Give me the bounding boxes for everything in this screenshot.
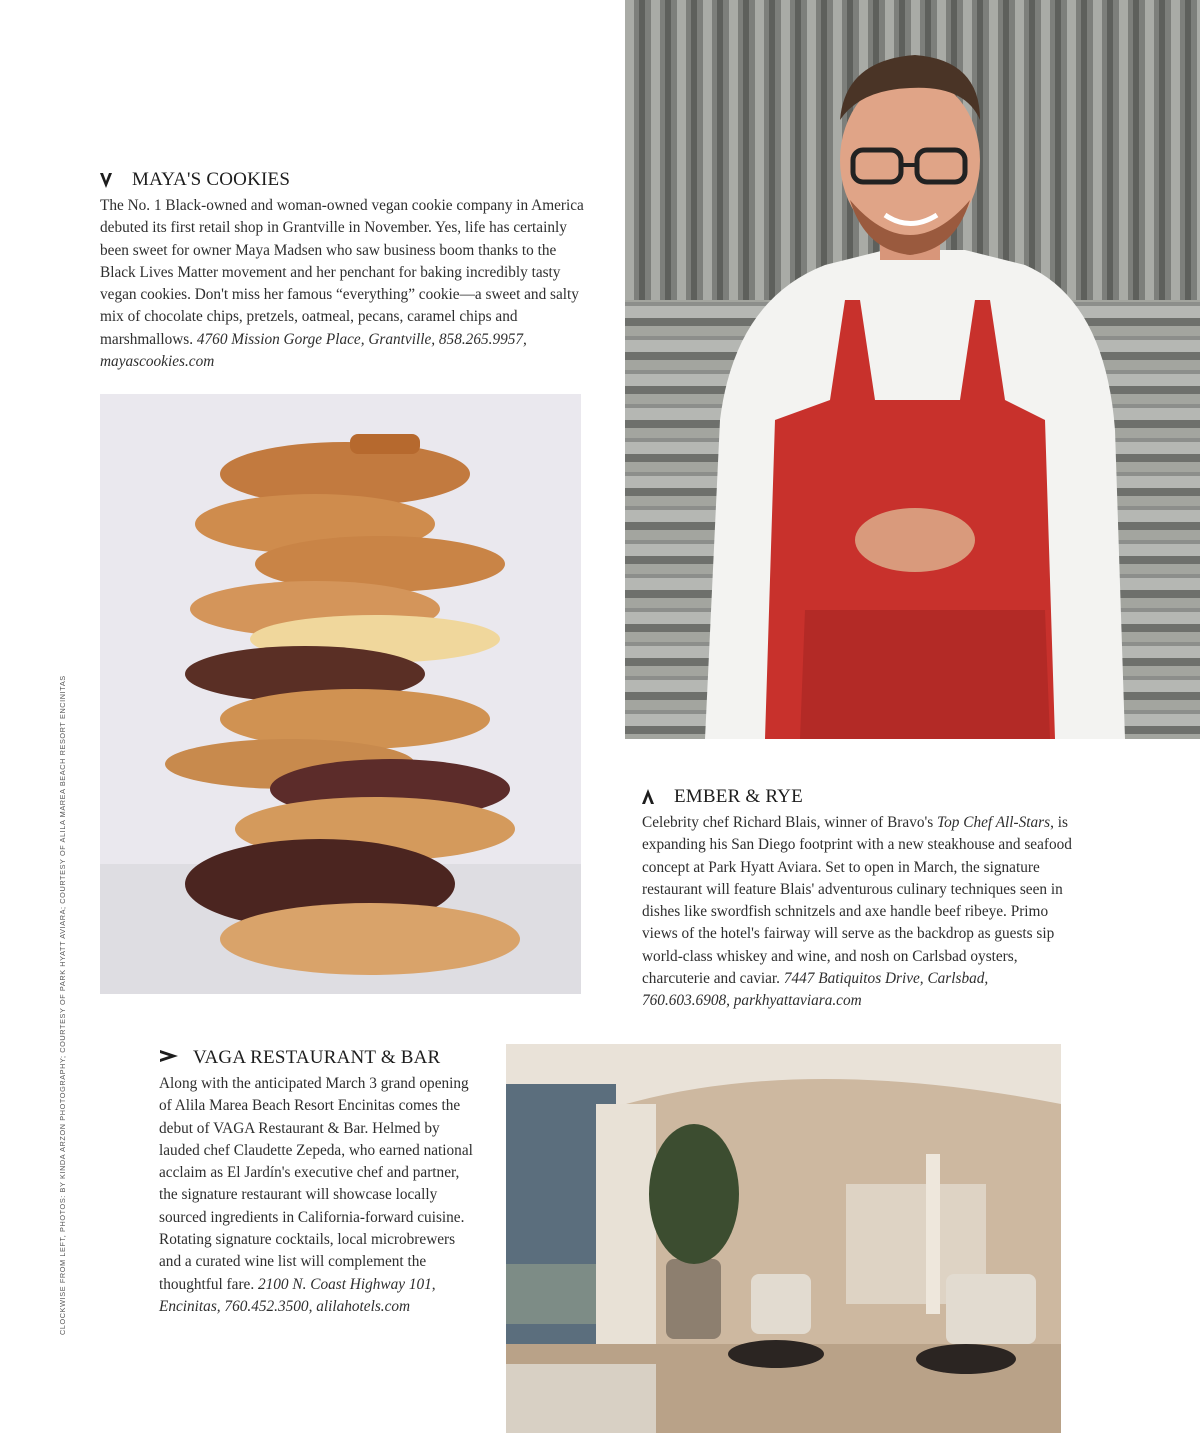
vaga-section: [159, 1047, 479, 1318]
arrow-up-icon: [642, 788, 660, 806]
photo-credit: CLOCKWISE FROM LEFT, PHOTOS: BY KINDA ARZON PHOTOGRAPHY; COURTESY OF PARK HYATT AVIARA; COURTESY OF ALILA MAREA BEACH RESORT ENCINITAS: [58, 675, 67, 1335]
vaga-description: Along with the anticipated March 3 grand opening of Alila Marea Beach Resort Encinitas comes the debut of VAGA Restaurant & Bar. Helmed by lauded chef Claudette Zepeda, who earned national acclaim as El Jardín's executive chef and partner, the signature restaurant will showcase locally sourced ingredients in California-forward cuisine. Rotating signature cocktails, local microbrewers and a curated wine list will complement the thoughtful fare.: [159, 1075, 473, 1293]
ember-rye-title: EMBER & RYE: [674, 786, 803, 807]
restaurant-interior-photo: [506, 1044, 1061, 1433]
mayas-cookies-section: [100, 169, 590, 373]
ember-rye-show-name: Top Chef All-Stars: [937, 814, 1051, 831]
mayas-cookies-title: MAYA'S COOKIES: [132, 169, 291, 190]
arrow-right-icon: [159, 1049, 179, 1067]
cookie-stack-photo: [100, 394, 581, 994]
mayas-cookies-description: The No. 1 Black-owned and woman-owned vegan cookie company in America debuted its first retail shop in Grantville in November. Yes, life has certainly been sweet for owner Maya Madsen who saw business boom thanks to the Black Lives Matter movement and her penchant for baking incredibly tasty vegan cookies. Don't miss her famous “everything” cookie—a sweet and salty mix of chocolate chips, pretzels, oatmeal, pecans, caramel chips and marshmallows.: [100, 197, 584, 348]
vaga-heading: [159, 1047, 479, 1069]
mayas-cookies-address: 4760 Mission Gorge Place, Grantville, 858.265.9957, mayascookies.com: [100, 330, 527, 371]
chef-photo: [625, 0, 1200, 739]
vaga-address: 2100 N. Coast Highway 101, Encinitas, 760.452.3500, alilahotels.com: [159, 1275, 436, 1315]
vaga-body: [159, 1073, 479, 1318]
arrow-down-icon: [100, 171, 118, 189]
mayas-cookies-body: [100, 195, 590, 373]
ember-rye-body: [642, 812, 1072, 1013]
mayas-cookies-heading: [100, 169, 590, 191]
ember-rye-section: [642, 786, 1072, 1013]
ember-rye-address: 7447 Batiquitos Drive, Carlsbad, 760.603.6908, parkhyattaviara.com: [642, 970, 989, 1010]
ember-rye-description-end: , is expanding his San Diego footprint with a new steakhouse and seafood concept at Park Hyatt Aviara. Set to open in March, the signature restaurant will feature Blais' adventurous culinary techniques seen in dishes like swordfish schnitzels and axe handle beef ribeye. Primo views of the hotel's fairway will serve as the backdrop as guests sip world-class whiskey and wine, and nosh on Carlsbad oysters, charcuterie and caviar.: [642, 814, 1072, 988]
ember-rye-heading: [642, 786, 1072, 808]
ember-rye-description-start: Celebrity chef Richard Blais, winner of Bravo's: [642, 814, 938, 831]
vaga-title: VAGA RESTAURANT & BAR: [193, 1047, 441, 1068]
